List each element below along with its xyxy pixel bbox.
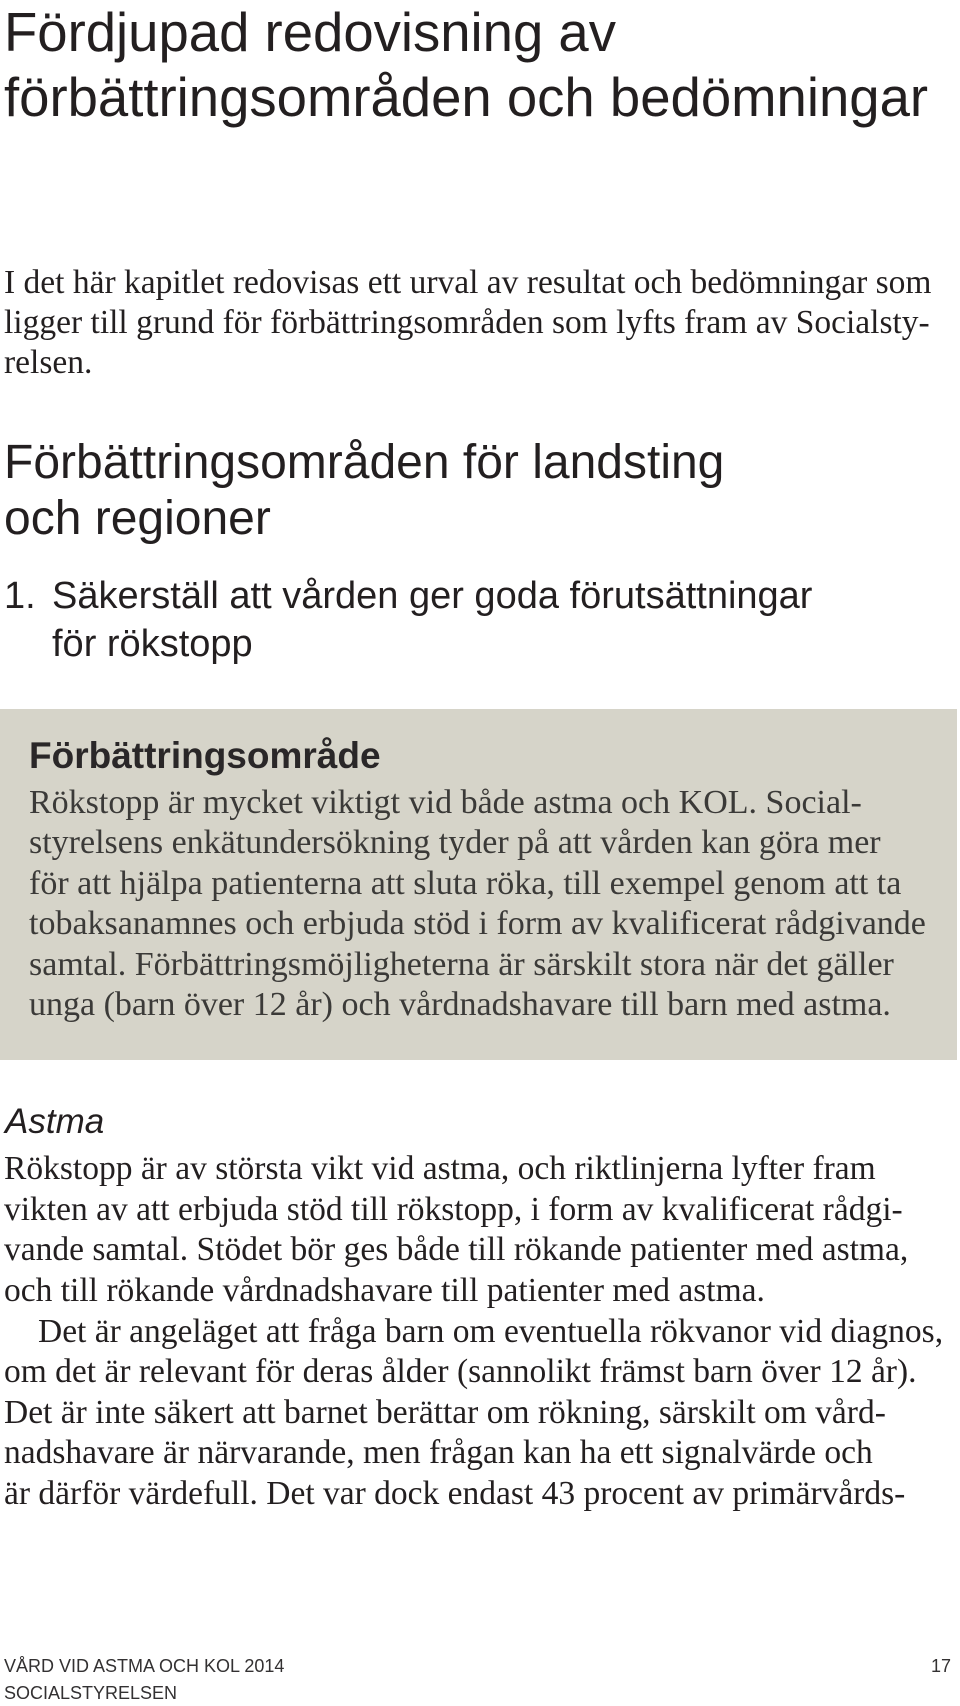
callout-box (0, 709, 957, 1060)
paragraph-line: Det är inte säkert att barnet berättar om rökning, särskilt om vård- (4, 1393, 886, 1431)
subsection-heading (4, 572, 812, 668)
paragraph-line: Det är angeläget att fråga barn om eventuella rökvanor vid diagnos, (38, 1312, 944, 1350)
paragraph-line: nadshavare är närvarande, men frågan kan ha ett signalvärde och (4, 1434, 873, 1472)
chapter-title-line: Fördjupad redovisning av (4, 2, 616, 63)
paragraph-line: och till rökande vårdnadshavare till patienter med astma. (4, 1271, 765, 1309)
subsection-title-line: för rökstopp (52, 623, 253, 665)
paragraph-line: I det här kapitlet redovisas ett urval av resultat och bedömningar som (4, 264, 932, 301)
paragraph-line: vande samtal. Stödet bör ges både till rökande patienter med astma, (4, 1231, 909, 1269)
callout-line: för att hjälpa patienterna att sluta röka, till exempel genom att ta (29, 864, 902, 902)
paragraph-line: vikten av att erbjuda stöd till rökstopp, i form av kvalificerat rådgi- (4, 1190, 903, 1228)
footer-publication: VÅRD VID ASTMA OCH KOL 2014 (4, 1656, 285, 1676)
paragraph-line: relsen. (4, 344, 93, 381)
page-number: 17 (930, 1656, 951, 1676)
callout-line: samtal. Förbättringsmöjligheterna är särskilt stora när det gäller (29, 945, 894, 983)
subsection-number: 1. (4, 575, 36, 617)
callout-heading: Förbättringsområde (29, 735, 381, 776)
body-paragraph (4, 1312, 943, 1515)
astma-body (4, 1149, 943, 1515)
callout-line: Rökstopp är mycket viktigt vid både astma och KOL. Social- (29, 784, 862, 821)
body-paragraph (4, 1149, 943, 1312)
astma-subheading: Astma (5, 1102, 105, 1141)
callout-line: styrelsens enkätundersökning tyder på att vården kan göra mer (29, 824, 881, 862)
paragraph-line: om det är relevant för deras ålder (sannolikt främst barn över 12 år). (4, 1353, 917, 1391)
callout-line: tobaksanamnes och erbjuda stöd i form av kvalificerat rådgivande (29, 905, 926, 943)
chapter-title (4, 0, 928, 130)
chapter-title-line: förbättringsområden och bedömningar (4, 67, 929, 128)
paragraph-line: ligger till grund för förbättringsområden som lyfts fram av Socialsty- (4, 304, 930, 341)
footer-publisher: SOCIALSTYRELSEN (4, 1683, 178, 1703)
callout-line: unga (barn över 12 år) och vårdnadshavare till barn med astma. (29, 986, 891, 1024)
subsection-title (52, 572, 812, 668)
intro-paragraph (4, 263, 931, 383)
callout-text (29, 783, 926, 1025)
paragraph-line: Rökstopp är av största vikt vid astma, och riktlinjerna lyfter fram (4, 1150, 876, 1187)
section-heading-line: Förbättringsområden för landsting (4, 436, 725, 489)
paragraph-line: är därför värdefull. Det var dock endast 43 procent av primärvårds- (4, 1475, 906, 1513)
section-heading-line: och regioner (4, 492, 271, 545)
section-heading (4, 435, 724, 547)
subsection-title-line: Säkerställ att vården ger goda förutsättningar (52, 575, 813, 617)
